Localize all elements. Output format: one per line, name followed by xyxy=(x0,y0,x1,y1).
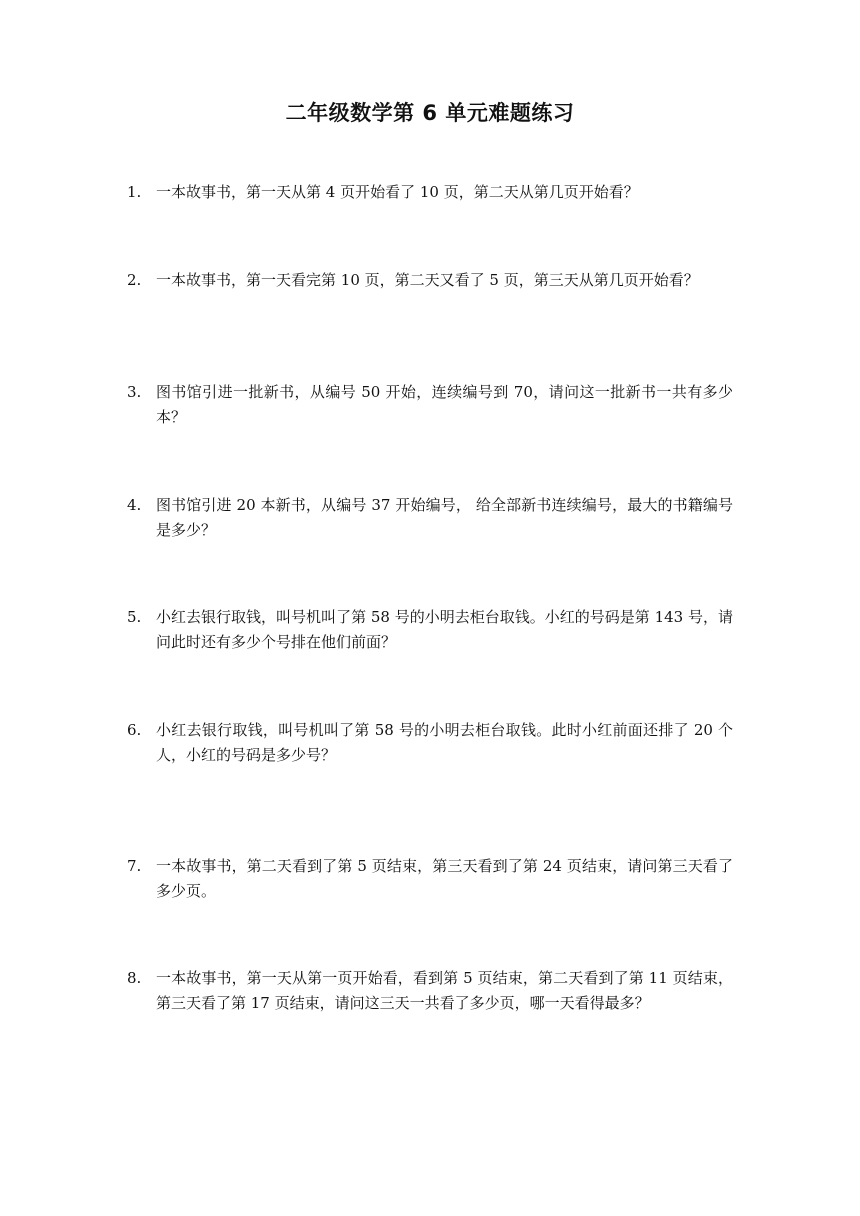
question-number: 8. xyxy=(127,969,142,987)
question-text: 小红去银行取钱，叫号机叫了第 58 号的小明去柜台取钱。此时小红前面还排了 20 个人，小红的号码是多少号？ xyxy=(156,721,733,764)
question-number: 3. xyxy=(127,383,142,401)
question-item xyxy=(127,854,733,904)
question-item xyxy=(127,380,733,430)
question-text: 图书馆引进一批新书，从编号 50 开始，连续编号到 70，请问这一批新书一共有多少本？ xyxy=(156,383,733,426)
question-item xyxy=(127,605,733,655)
question-number: 6. xyxy=(127,721,142,739)
question-item xyxy=(127,268,733,293)
question-item xyxy=(127,180,733,205)
question-text: 一本故事书，第一天从第 4 页开始看了 10 页，第二天从第几页开始看？ xyxy=(156,183,639,201)
question-text: 一本故事书，第一天从第一页开始看，看到第 5 页结束，第二天看到了第 11 页结束，第三天看了第 17 页结束，请问这三天一共看了多少页，哪一天看得最多？ xyxy=(156,969,733,1012)
question-item xyxy=(127,493,733,543)
question-item xyxy=(127,966,733,1016)
question-text: 一本故事书，第一天看完第 10 页，第二天又看了 5 页，第三天从第几页开始看？ xyxy=(156,271,699,289)
page-title: 二年级数学第 6 单元难题练习 xyxy=(285,101,575,125)
question-text: 小红去银行取钱，叫号机叫了第 58 号的小明去柜台取钱。小红的号码是第 143 号，请问此时还有多少个号排在他们前面？ xyxy=(156,608,733,651)
question-number: 5. xyxy=(127,608,142,626)
question-number: 1. xyxy=(127,183,142,201)
question-item xyxy=(127,718,733,768)
question-text: 一本故事书，第二天看到了第 5 页结束，第三天看到了第 24 页结束，请问第三天看了多少页。 xyxy=(156,857,733,900)
question-text: 图书馆引进 20 本新书，从编号 37 开始编号， 给全部新书连续编号，最大的书籍编号是多少？ xyxy=(156,496,733,539)
question-number: 7. xyxy=(127,857,142,875)
question-number: 2. xyxy=(127,271,142,289)
question-number: 4. xyxy=(127,496,142,514)
